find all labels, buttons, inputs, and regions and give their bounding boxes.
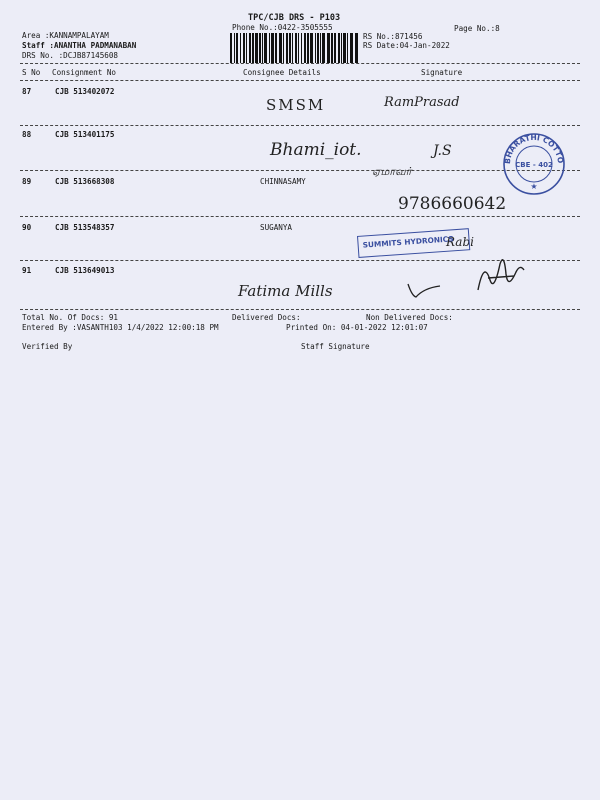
rect-stamp-text: SUMMITS HYDRONICS [362, 234, 454, 250]
divider [20, 309, 580, 310]
row-sno: 89 [22, 177, 32, 186]
barcode [230, 33, 360, 63]
company-round-stamp [496, 115, 566, 202]
handwritten-tick [406, 280, 442, 300]
row-divider [20, 125, 580, 126]
handwritten-phone: 9786660642 [398, 194, 507, 214]
handwritten-signature: RamPrasad [384, 95, 460, 110]
handwritten-name: Fatima Mills [238, 282, 333, 300]
company-rect-stamp [357, 228, 470, 258]
row-consignment: CJB 513668308 [55, 177, 115, 186]
staff-signature: Staff Signature [301, 342, 370, 351]
non-delivered-docs: Non Delivered Docs: [366, 313, 453, 322]
entered-by: Entered By :VASANTH103 1/4/2022 12:00:18 PM [22, 323, 219, 332]
staff-field: Staff :ANANTHA PADMANABAN [22, 41, 137, 50]
col-sno: S No [22, 68, 41, 77]
rs-date: RS Date:04-Jan-2022 [363, 41, 450, 50]
handwritten-signature: Rabi [446, 235, 474, 249]
row-consignee: SUGANYA [260, 223, 293, 232]
area-field: Area :KANNAMPALAYAM [22, 31, 109, 40]
row-consignment: CJB 513649013 [55, 266, 115, 275]
row-consignee: CHINNASAMY [260, 177, 306, 186]
row-consignment: CJB 513401175 [55, 130, 115, 139]
row-sno: 90 [22, 223, 32, 232]
drs-number: DRS No. :DCJB87145608 [22, 51, 119, 60]
total-docs: Total No. Of Docs: 91 [22, 313, 119, 322]
handwritten-name: Bhami_iot. [270, 140, 362, 160]
handwritten-note: J.S [433, 143, 452, 159]
divider [20, 63, 580, 64]
page-number: Page No.:8 [454, 24, 500, 33]
col-signature: Signature [421, 68, 463, 77]
row-divider [20, 216, 580, 217]
handwritten-tamil-text: ஏமாவர் [372, 165, 412, 178]
stamp-name: BHARATHI COTTON [496, 115, 566, 165]
verified-by: Verified By [22, 342, 73, 351]
printed-on: Printed On: 04-01-2022 12:01:07 [286, 323, 428, 332]
svg-text:BHARATHI COTTON [497, 115, 565, 164]
svg-text:★: ★ [530, 182, 538, 191]
col-consignment: Consignment No [52, 68, 117, 77]
phone-number: Phone No.:0422-3505555 [232, 23, 333, 32]
row-consignment: CJB 513548357 [55, 223, 115, 232]
handwritten-name: SMSM [266, 96, 326, 114]
row-sno: 91 [22, 266, 32, 275]
handwritten-signature-scribble [470, 250, 526, 300]
delivered-docs: Delivered Docs: [232, 313, 301, 322]
row-sno: 88 [22, 130, 32, 139]
stamp-code: CBE - 402 [515, 161, 553, 169]
row-divider [20, 170, 580, 171]
rs-number: RS No.:871456 [363, 32, 423, 41]
divider [20, 80, 580, 81]
sheet-title: TPC/CJB DRS - P103 [248, 13, 341, 23]
row-sno: 87 [22, 87, 32, 96]
col-consignee: Consignee Details [243, 68, 321, 77]
row-consignment: CJB 513402072 [55, 87, 115, 96]
